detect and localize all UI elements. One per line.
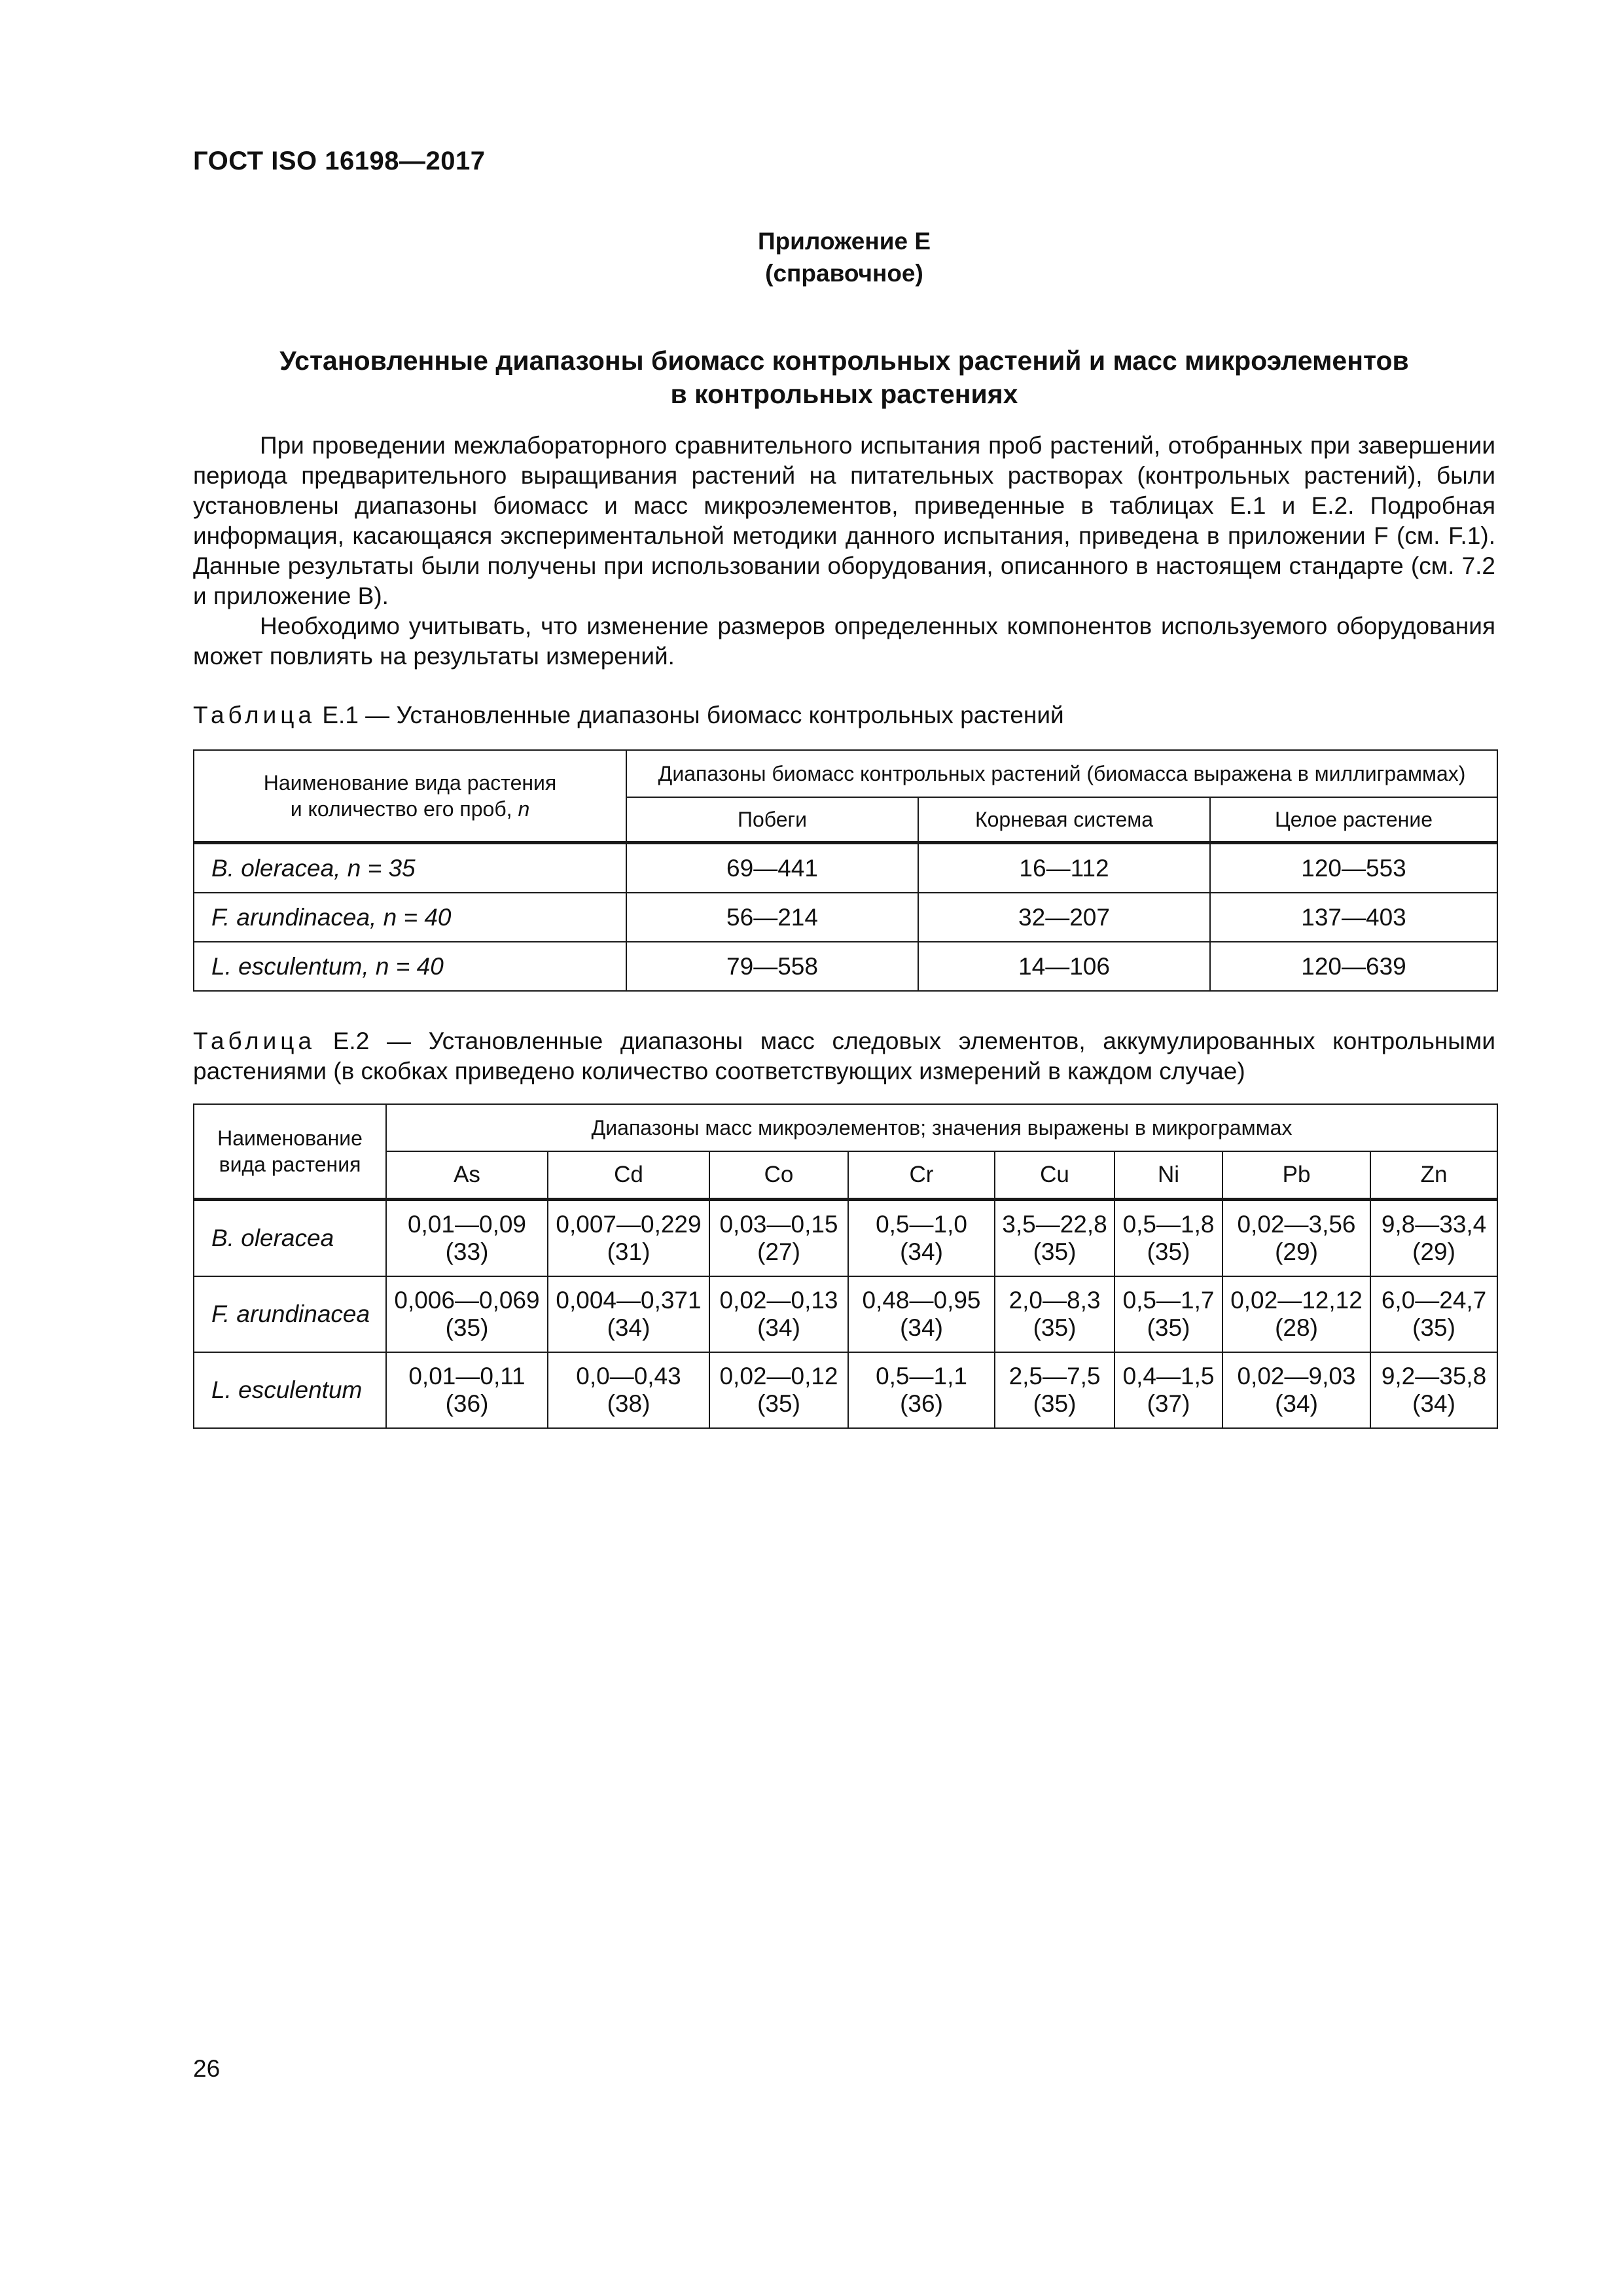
range-value: 0,01—0,11	[408, 1363, 526, 1390]
table1-species-1: B. oleracea, n = 35	[194, 843, 626, 893]
table1-cell: 120—639	[1210, 942, 1497, 991]
trace-elements-table	[193, 1103, 1498, 1429]
table1-group-header: Диапазоны биомасс контрольных растений (биомасса выражена в миллиграммах)	[626, 750, 1497, 797]
table2-cell	[709, 1200, 848, 1277]
table2-col-zn: Zn	[1370, 1151, 1497, 1200]
table1-cell: 69—441	[626, 843, 918, 893]
range-value: 0,02—0,13	[719, 1287, 838, 1314]
range-value: 0,02—9,03	[1237, 1363, 1356, 1390]
count-value: (34)	[607, 1314, 651, 1341]
table2-col-cd: Cd	[548, 1151, 709, 1200]
count-value: (36)	[445, 1390, 489, 1417]
table1-caption-text: Е.1 — Установленные диапазоны биомасс контрольных растений	[322, 702, 1064, 728]
table2-col-cr: Cr	[848, 1151, 995, 1200]
count-value: (35)	[757, 1390, 800, 1417]
count-value: (37)	[1147, 1390, 1190, 1417]
table2-cell	[1222, 1276, 1370, 1352]
page-number: 26	[193, 2055, 221, 2082]
biomass-table	[193, 749, 1498, 992]
table2-cell	[1370, 1200, 1497, 1277]
count-value: (34)	[1412, 1390, 1455, 1417]
range-value: 0,006—0,069	[394, 1287, 540, 1314]
count-value: (35)	[1033, 1390, 1077, 1417]
table2-species-2: F. arundinacea	[194, 1276, 386, 1352]
table2-cell	[1222, 1200, 1370, 1277]
paragraph-1: При проведении межлабораторного сравнительного испытания проб растений, отобранных при завершении периода предварительного выращивания растений на питательных растворах (контрольных растений), были установлены диапазоны биомасс и масс микроэлементов, приведенные в таблицах Е.1 и Е.2. Подробная информация, касающаяся экспериментальной методики данного испытания, приведена в приложении F (см. F.1). Данные результаты были получены при использовании оборудования, описанного в настоящем стандарте (см. 7.2 и приложение B).	[193, 432, 1495, 609]
count-value: (27)	[757, 1238, 800, 1265]
table1-cell: 120—553	[1210, 843, 1497, 893]
range-value: 0,5—1,7	[1122, 1287, 1215, 1314]
range-value: 0,5—1,1	[876, 1363, 967, 1390]
range-value: 0,5—1,8	[1122, 1211, 1215, 1238]
table2-cell	[548, 1200, 709, 1277]
table2-cell	[386, 1276, 548, 1352]
table2-caption	[193, 1026, 1495, 1086]
table2-cell	[1222, 1352, 1370, 1428]
table-row	[194, 1200, 1497, 1277]
table-row	[194, 1352, 1497, 1428]
range-value: 0,007—0,229	[556, 1211, 702, 1238]
table1-species-3: L. esculentum, n = 40	[194, 942, 626, 991]
table1-col-roots: Корневая система	[918, 797, 1210, 843]
count-value: (28)	[1275, 1314, 1318, 1341]
count-value: (35)	[1033, 1238, 1077, 1265]
table2-col-ni: Ni	[1115, 1151, 1222, 1200]
count-value: (38)	[607, 1390, 651, 1417]
standard-header: ГОСТ ISO 16198—2017	[193, 147, 486, 175]
table2-col-cu: Cu	[995, 1151, 1115, 1200]
range-value: 2,0—8,3	[1008, 1287, 1101, 1314]
table2-cell	[386, 1200, 548, 1277]
main-title	[193, 344, 1495, 411]
table2-cell	[1115, 1200, 1222, 1277]
count-value: (35)	[445, 1314, 489, 1341]
range-value: 0,0—0,43	[576, 1363, 681, 1390]
table-row	[194, 1276, 1497, 1352]
annex-heading	[0, 225, 1623, 289]
table1-name-header-line1: Наименование вида растения	[263, 771, 557, 795]
table1-cell: 79—558	[626, 942, 918, 991]
table2-cell	[548, 1276, 709, 1352]
table1-name-header-n: n	[518, 797, 530, 821]
table2-cell	[548, 1352, 709, 1428]
range-value: 0,004—0,371	[556, 1287, 702, 1314]
range-value: 9,8—33,4	[1381, 1211, 1487, 1238]
range-value: 3,5—22,8	[1002, 1211, 1107, 1238]
count-value: (29)	[1412, 1238, 1455, 1265]
range-value: 0,02—0,12	[719, 1363, 838, 1390]
range-value: 0,02—12,12	[1230, 1287, 1363, 1314]
table1-caption-label: Таблица	[193, 702, 316, 728]
table2-cell	[995, 1200, 1115, 1277]
table2-cell	[386, 1352, 548, 1428]
paragraph-2: Необходимо учитывать, что изменение размеров определенных компонентов используемого оборудования может повлиять на результаты измерений.	[193, 613, 1495, 670]
count-value: (35)	[1147, 1314, 1190, 1341]
table2-caption-text: Е.2 — Установленные диапазоны масс следовых элементов, аккумулированных контрольными растениями (в скобках приведено количество соответствующих измерений в каждом случае)	[193, 1028, 1496, 1085]
table2-cell	[1115, 1276, 1222, 1352]
main-title-line1: Установленные диапазоны биомасс контрольных растений и масс микроэлементов	[279, 346, 1409, 376]
table2-cell	[848, 1352, 995, 1428]
table-row	[194, 942, 1497, 991]
range-value: 9,2—35,8	[1381, 1363, 1487, 1390]
annex-type: (справочное)	[765, 260, 923, 287]
count-value: (35)	[1412, 1314, 1455, 1341]
range-value: 6,0—24,7	[1381, 1287, 1487, 1314]
range-value: 0,5—1,0	[876, 1211, 967, 1238]
table1-cell: 16—112	[918, 843, 1210, 893]
table2-cell	[1370, 1352, 1497, 1428]
count-value: (34)	[757, 1314, 800, 1341]
table1-cell: 14—106	[918, 942, 1210, 991]
table2-col-co: Co	[709, 1151, 848, 1200]
range-value: 0,01—0,09	[407, 1211, 527, 1238]
table1-name-header-line2: и количество его проб,	[290, 797, 512, 821]
count-value: (29)	[1275, 1238, 1318, 1265]
table1-cell: 137—403	[1210, 893, 1497, 942]
table1-cell: 32—207	[918, 893, 1210, 942]
table2-cell	[709, 1352, 848, 1428]
count-value: (33)	[445, 1238, 489, 1265]
count-value: (34)	[1275, 1390, 1318, 1417]
count-value: (34)	[900, 1314, 943, 1341]
table2-cell	[995, 1352, 1115, 1428]
table1-species-2: F. arundinacea, n = 40	[194, 893, 626, 942]
count-value: (31)	[607, 1238, 651, 1265]
count-value: (36)	[900, 1390, 943, 1417]
range-value: 2,5—7,5	[1008, 1363, 1101, 1390]
table2-cell	[848, 1200, 995, 1277]
range-value: 0,02—3,56	[1237, 1211, 1356, 1238]
table2-col-pb: Pb	[1222, 1151, 1370, 1200]
annex-title: Приложение Е	[757, 228, 931, 255]
range-value: 0,03—0,15	[719, 1211, 838, 1238]
range-value: 0,48—0,95	[862, 1287, 981, 1314]
range-value: 0,4—1,5	[1122, 1363, 1215, 1390]
table2-name-header-line1: Наименование	[217, 1126, 363, 1150]
table-row	[194, 893, 1497, 942]
table1-cell: 56—214	[626, 893, 918, 942]
table2-cell	[1115, 1352, 1222, 1428]
table2-col-as: As	[386, 1151, 548, 1200]
table2-species-3: L. esculentum	[194, 1352, 386, 1428]
table1-col-whole: Целое растение	[1210, 797, 1497, 843]
table1-caption	[193, 700, 1495, 730]
table2-group-header: Диапазоны масс микроэлементов; значения выражены в микрограммах	[386, 1104, 1497, 1151]
body-text	[193, 431, 1495, 672]
table1-col-shoots: Побеги	[626, 797, 918, 843]
main-title-line2: в контрольных растениях	[670, 379, 1018, 409]
table1-name-header	[194, 750, 626, 843]
table2-name-header	[194, 1104, 386, 1200]
count-value: (35)	[1033, 1314, 1077, 1341]
table2-cell	[709, 1276, 848, 1352]
table2-species-1: B. oleracea	[194, 1200, 386, 1277]
table2-name-header-line2: вида растения	[219, 1153, 361, 1176]
count-value: (35)	[1147, 1238, 1190, 1265]
count-value: (34)	[900, 1238, 943, 1265]
table2-cell	[848, 1276, 995, 1352]
table-row	[194, 843, 1497, 893]
table2-cell	[995, 1276, 1115, 1352]
table2-caption-label: Таблица	[193, 1028, 316, 1054]
table2-cell	[1370, 1276, 1497, 1352]
